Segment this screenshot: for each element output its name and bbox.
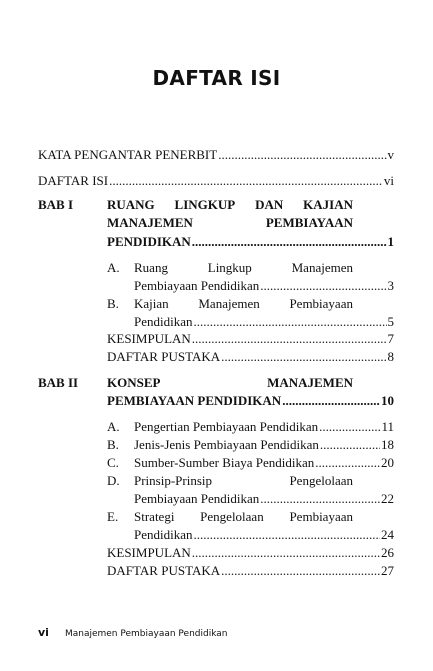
- item-letter: A.: [107, 419, 120, 434]
- dot-leader: [221, 349, 386, 364]
- chapter-title-line[interactable]: [107, 215, 353, 230]
- toc-entry-page: 27: [381, 563, 394, 578]
- subentry-label: DAFTAR PUSTAKA: [107, 349, 221, 364]
- toc-entry-page: vi: [383, 173, 394, 188]
- dot-leader: [320, 437, 380, 452]
- subentry-word: Prinsip-Prinsip: [134, 473, 213, 488]
- toc-pustaka-2[interactable]: [107, 563, 394, 578]
- toc-subentry-line[interactable]: [134, 473, 353, 488]
- toc-subentry-line[interactable]: [134, 296, 353, 311]
- toc-chapter-1[interactable]: [107, 234, 394, 249]
- toc-entry-daftar-isi[interactable]: [38, 173, 394, 188]
- toc-entry-page: 7: [387, 331, 394, 346]
- subentry-word: Pengelolaan: [289, 473, 353, 488]
- chapter-title-word: PEMBIAYAAN: [265, 215, 353, 230]
- dot-leader: [260, 278, 386, 293]
- subentry-label: KESIMPULAN: [107, 331, 191, 346]
- chapter-title-word: KAJIAN: [303, 197, 353, 212]
- subentry-label: KESIMPULAN: [107, 545, 191, 560]
- toc-pustaka-1[interactable]: [107, 349, 394, 364]
- page-footer: [38, 626, 227, 639]
- toc-entry-page: 24: [381, 527, 394, 542]
- toc-kesimpulan-2[interactable]: [107, 545, 394, 560]
- dot-leader: [221, 563, 380, 578]
- toc-subentry-line[interactable]: [134, 509, 353, 524]
- toc-subentry-2a[interactable]: [134, 419, 394, 434]
- chapter-title-word: RUANG: [107, 197, 155, 212]
- chapter-title-line[interactable]: [107, 197, 353, 212]
- item-letter: B.: [107, 296, 119, 311]
- dot-leader: [218, 147, 386, 162]
- toc-subentry-1a[interactable]: [134, 278, 394, 293]
- dot-leader: [192, 234, 387, 249]
- chapter-title-word: KONSEP: [107, 375, 161, 390]
- subentry-label: Pembiayaan Pendidikan: [134, 491, 260, 506]
- toc-entry-page: v: [387, 147, 394, 162]
- toc-entry-page: 11: [381, 419, 394, 434]
- toc-entry-page: 5: [387, 314, 394, 329]
- subentry-word: Strategi: [134, 509, 175, 524]
- dot-leader: [315, 455, 380, 470]
- chapter-title-word: MANAJEMEN: [267, 375, 353, 390]
- subentry-word: Pengelolaan: [200, 509, 264, 524]
- toc-subentry-2d[interactable]: [134, 491, 394, 506]
- toc-chapter-2[interactable]: [107, 393, 394, 408]
- subentry-label: Pendidikan: [134, 527, 193, 542]
- toc-subentry-2c[interactable]: [134, 455, 394, 470]
- subentry-word: Manajemen: [198, 296, 260, 311]
- toc-entry-kata-pengantar[interactable]: [38, 147, 394, 162]
- chapter-title-line[interactable]: [107, 375, 353, 390]
- subentry-word: Pembiayaan: [289, 509, 353, 524]
- toc-entry-label: DAFTAR ISI: [38, 173, 109, 188]
- toc-entry-label: KATA PENGANTAR PENERBIT: [38, 147, 218, 162]
- dot-leader: [282, 393, 380, 408]
- toc-subentry-line[interactable]: [134, 260, 353, 275]
- chapter-title-last: PEMBIAYAAN PENDIDIKAN: [107, 393, 282, 408]
- subentry-label: Jenis-Jenis Pembiayaan Pendidikan: [134, 437, 319, 452]
- chapter-number: BAB II: [38, 375, 79, 390]
- subentry-label: DAFTAR PUSTAKA: [107, 563, 221, 578]
- toc-kesimpulan-1[interactable]: [107, 331, 394, 346]
- chapter-title-word: DAN: [255, 197, 284, 212]
- dot-leader: [192, 331, 387, 346]
- dot-leader: [192, 545, 380, 560]
- toc-subentry-1b[interactable]: [134, 314, 394, 329]
- toc-entry-page: 10: [381, 393, 394, 408]
- subentry-word: Pembiayaan: [289, 296, 353, 311]
- page-title: DAFTAR ISI: [152, 66, 281, 90]
- toc-subentry-2b[interactable]: [134, 437, 394, 452]
- dot-leader: [260, 491, 380, 506]
- toc-entry-page: 8: [387, 349, 394, 364]
- toc-entry-page: 20: [381, 455, 394, 470]
- subentry-label: Pembiayaan Pendidikan: [134, 278, 260, 293]
- toc-subentry-2e[interactable]: [134, 527, 394, 542]
- toc-entry-page: 3: [387, 278, 394, 293]
- toc-entry-page: 1: [387, 234, 394, 249]
- dot-leader: [194, 314, 387, 329]
- subentry-label: Sumber-Sumber Biaya Pendidikan: [134, 455, 315, 470]
- chapter-title-last: PENDIDIKAN: [107, 234, 191, 249]
- dot-leader: [194, 527, 381, 542]
- item-letter: C.: [107, 455, 119, 470]
- dot-leader: [319, 419, 380, 434]
- subentry-label: Pengertian Pembiayaan Pendidikan: [134, 419, 319, 434]
- item-letter: D.: [107, 473, 120, 488]
- footer-book-title: Manajemen Pembiayaan Pendidikan: [64, 629, 228, 639]
- item-letter: A.: [107, 260, 120, 275]
- item-letter: E.: [107, 509, 119, 524]
- toc-entry-page: 26: [381, 545, 394, 560]
- subentry-word: Lingkup: [207, 260, 252, 275]
- chapter-title-word: LINGKUP: [174, 197, 236, 212]
- toc-entry-page: 18: [381, 437, 394, 452]
- footer-page-number: vi: [38, 626, 49, 639]
- subentry-word: Ruang: [134, 260, 168, 275]
- dot-leader: [109, 173, 383, 188]
- toc-entry-page: 22: [381, 491, 394, 506]
- item-letter: B.: [107, 437, 119, 452]
- subentry-word: Kajian: [134, 296, 169, 311]
- chapter-title-word: MANAJEMEN: [107, 215, 193, 230]
- subentry-label: Pendidikan: [134, 314, 193, 329]
- subentry-word: Manajemen: [291, 260, 353, 275]
- chapter-number: BAB I: [38, 197, 74, 212]
